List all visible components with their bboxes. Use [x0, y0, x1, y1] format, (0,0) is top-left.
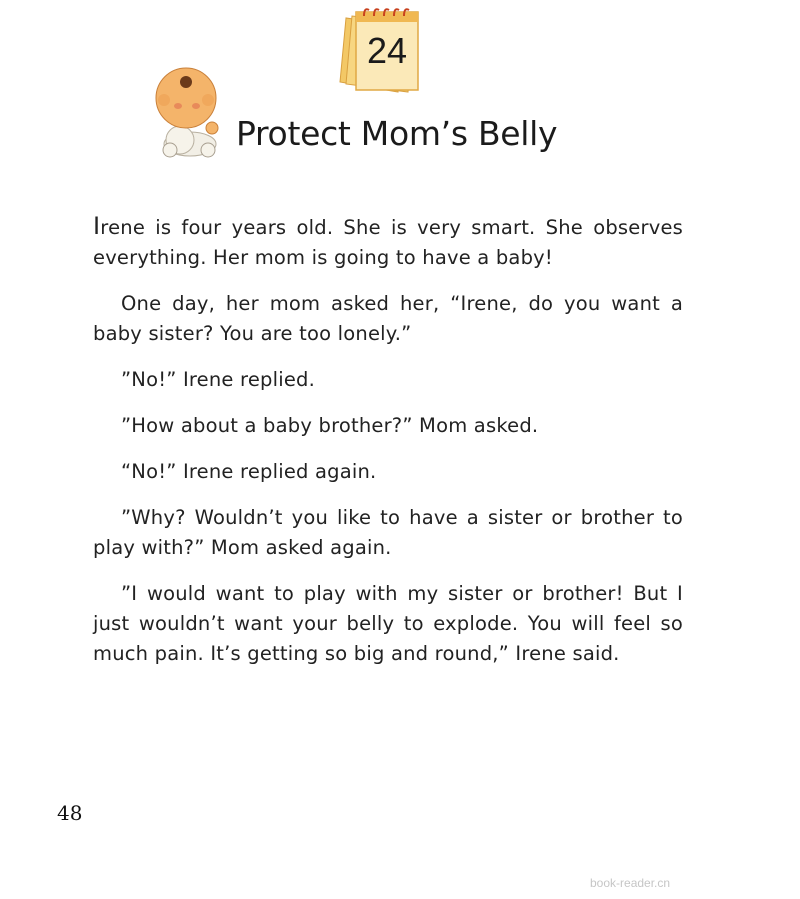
story-paragraph: One day, her mom asked her, “Irene, do you want a baby sister? You are too lonely.” — [93, 292, 683, 345]
page-number: 48 — [57, 801, 83, 825]
story-text — [93, 211, 683, 685]
page-title: Protect Mom’s Belly — [236, 114, 558, 153]
story-paragraph: ”How about a baby brother?” Mom asked. — [121, 414, 539, 437]
chapter-number: 24 — [366, 30, 408, 71]
story-paragraph: ”No!” Irene replied. — [121, 368, 316, 391]
watermark: book-reader.cn — [590, 876, 671, 890]
story-paragraph: “No!” Irene replied again. — [121, 460, 377, 483]
story-paragraph: Irene is four years old. She is very smart. She observes everything. Her mom is going to have a baby! — [93, 212, 683, 269]
baby-illustration-icon — [150, 66, 226, 158]
story-paragraph: ”I would want to play with my sister or brother! But I just wouldn’t want your belly to explode. You will feel so much pain. It’s getting so big and round,” Irene said. — [93, 582, 683, 665]
story-paragraph: ”Why? Wouldn’t you like to have a sister or brother to play with?” Mom asked again. — [93, 506, 683, 559]
